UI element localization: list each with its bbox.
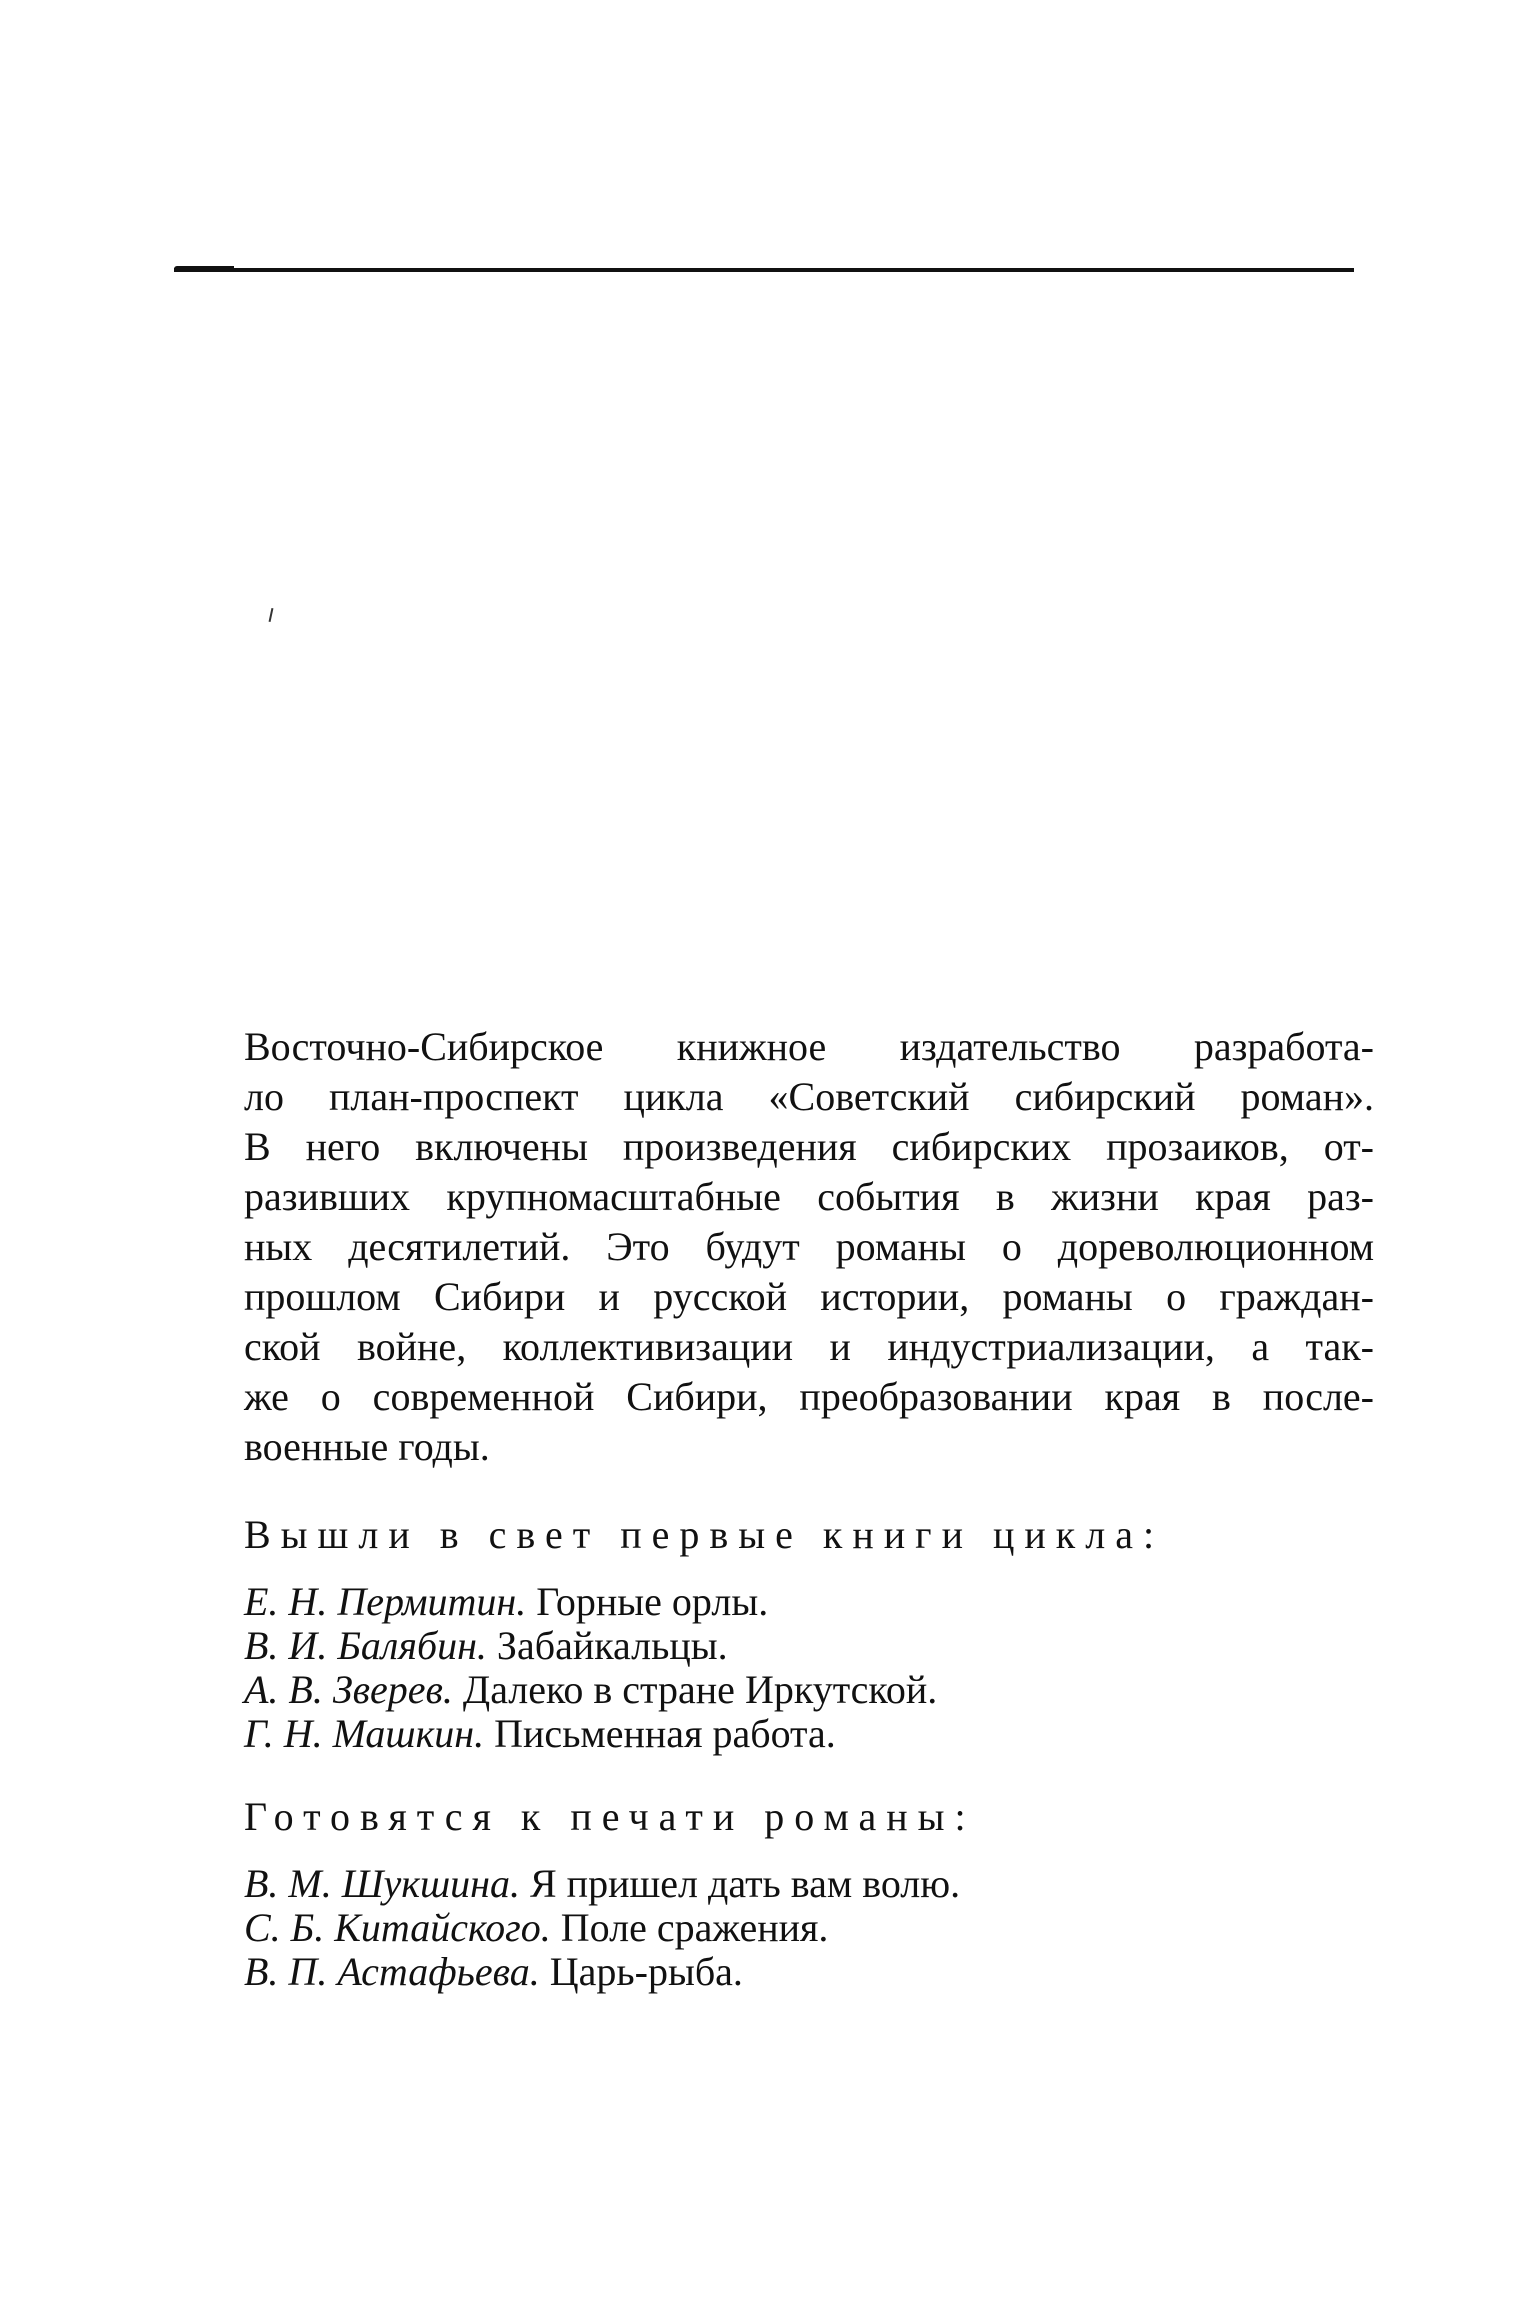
top-rule <box>174 268 1354 272</box>
intro-line: же о современной Сибири, преобразовании края в после- <box>244 1374 1374 1419</box>
book-author: В. М. Шукшина. <box>244 1861 520 1906</box>
print-speck <box>269 608 274 622</box>
intro-line: ской войне, коллективизации и индустриализации, а так- <box>244 1324 1374 1369</box>
book-title: Я пришел дать вам волю. <box>529 1861 961 1906</box>
intro-line: прошлом Сибири и русской истории, романы о граждан- <box>244 1274 1374 1319</box>
book-title: Горные орлы. <box>536 1579 769 1624</box>
book-title: Царь-рыба. <box>549 1949 743 1994</box>
intro-line: Восточно-Сибирское книжное издательство разработа- <box>244 1024 1374 1069</box>
book-entry <box>244 1862 1374 1906</box>
book-entry <box>244 1580 1374 1624</box>
intro-line: ных десятилетий. Это будут романы о дореволюционном <box>244 1224 1374 1269</box>
book-author: Е. Н. Пермитин. <box>244 1579 527 1624</box>
book-title: Забайкальцы. <box>496 1623 728 1668</box>
intro-line: военные годы. <box>244 1424 490 1469</box>
annotation-block <box>244 1022 1374 1994</box>
book-entry <box>244 1906 1374 1950</box>
book-entry <box>244 1950 1374 1994</box>
book-author: Г. Н. Машкин. <box>244 1711 485 1756</box>
book-entry <box>244 1712 1374 1756</box>
book-entry <box>244 1668 1374 1712</box>
intro-line: ло план-проспект цикла «Советский сибирский роман». <box>244 1074 1374 1119</box>
book-title: Поле сражения. <box>560 1905 829 1950</box>
book-author: В. П. Астафьева. <box>244 1949 540 1994</box>
book-author: С. Б. Китайского. <box>244 1905 551 1950</box>
book-title: Письменная работа. <box>494 1711 836 1756</box>
intro-paragraph <box>244 1022 1374 1472</box>
intro-line: В него включены произведения сибирских прозаиков, от- <box>244 1124 1374 1169</box>
book-author: А. В. Зверев. <box>244 1667 453 1712</box>
published-books-list <box>244 1580 1374 1756</box>
intro-line: разивших крупномасштабные события в жизни края раз- <box>244 1174 1374 1219</box>
book-title: Далеко в стране Иркутской. <box>462 1667 938 1712</box>
upcoming-books-list <box>244 1862 1374 1994</box>
published-heading: Вышли в свет первые книги цикла: <box>244 1512 1165 1557</box>
book-author: В. И. Балябин. <box>244 1623 487 1668</box>
upcoming-heading: Готовятся к печати романы: <box>244 1794 976 1839</box>
book-entry <box>244 1624 1374 1668</box>
